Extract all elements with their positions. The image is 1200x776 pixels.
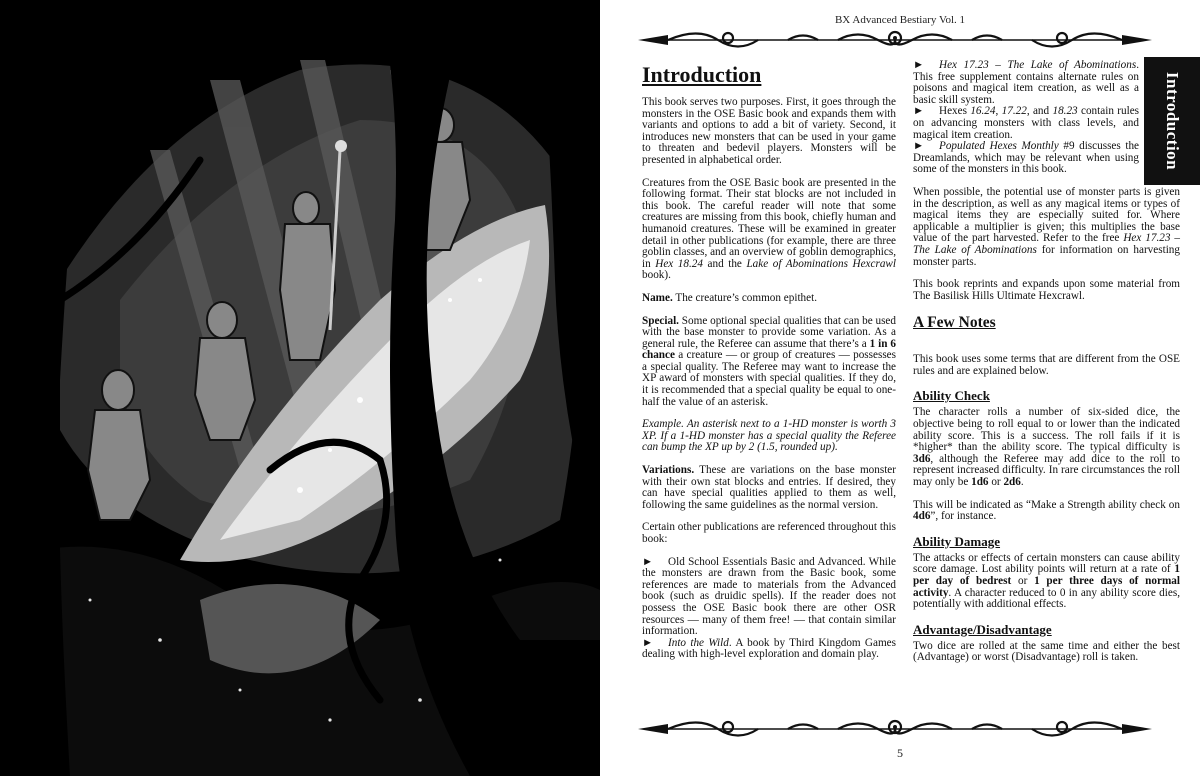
- introduction-heading: Introduction: [642, 62, 762, 87]
- chapter-tab-label: Introduction: [1163, 71, 1182, 171]
- left-text-column: [642, 60, 896, 661]
- example-paragraph: Example. An asterisk next to a 1-HD monster is worth 3 XP. If a 1-HD monster has a special quality the Referee can bump the XP up by 2 (1.5, rounded up).: [642, 418, 896, 454]
- references-intro: Certain other publications are referenced throughout this book:: [642, 521, 896, 545]
- scroll-flourish-divider-icon: [638, 718, 1152, 740]
- ability-check-example: This will be indicated as “Make a Strength ability check on 4d6”, for instance.: [913, 498, 1180, 523]
- running-title: BX Advanced Bestiary Vol. 1: [834, 14, 966, 26]
- intro-paragraph-2: Creatures from the OSE Basic book are presented in the following format. Their stat blocks are not included in this book. The careful reader will note that some creatures are missing from this book, chiefly human and humanoid creatures. These will be examined in greater detail in other publications (for example, there are three goblin classes, and an overview of goblin demographics, in Hex 18.24 and the Lake of Abominations Hexcrawl book).: [642, 176, 896, 282]
- advantage-paragraph: Two dice are rolled at the same time and either the best (Advantage) or worst (Disadvantage) roll is taken.: [913, 639, 1180, 664]
- right-triangle-arrow-icon: ►: [913, 105, 925, 118]
- right-triangle-arrow-icon: ►: [913, 140, 925, 153]
- page-number: 5: [897, 746, 903, 760]
- right-triangle-arrow-icon: ►: [642, 636, 654, 649]
- intro-paragraph-1: This book serves two purposes. First, it goes through the monsters in the OSE Basic book and expands them with variants and options to add a bit of variety. Second, it introduces new monsters that can be used in your game to threaten and bedevil players. Monsters will be presented in alphabetical order.: [642, 96, 896, 166]
- reference-item-ose: ► Old School Essentials Basic and Advanced. While the monsters are drawn from the Basic book, some references are made to materials from the Advanced book (such as druidic spells). If the reader does not possess the OSE Basic book there are other OSR resources — many of them free! — that contain similar information.: [642, 555, 896, 638]
- right-triangle-arrow-icon: ►: [913, 59, 925, 71]
- reference-item-into-the-wild: ► Into the Wild. A book by Third Kingdom Games dealing with high-level exploration and domain play.: [642, 636, 897, 661]
- name-definition: Name. The creature’s common epithet.: [642, 291, 818, 304]
- right-text-column: [913, 60, 1180, 675]
- a-few-notes-heading: A Few Notes: [913, 314, 996, 332]
- reprint-paragraph: This book reprints and expands upon some material from The Basilisk Hills Ultimate Hexcrawl.: [913, 278, 1180, 302]
- advantage-heading: Advantage/Disadvantage: [913, 621, 1052, 637]
- ability-damage-paragraph: The attacks or effects of certain monsters can cause ability score damage. Lost ability points will return at a rate of 1 per day of bedrest or 1 per three days of normal activity. A character reduced to 0 in any ability score dies, potentially with additional effects.: [913, 551, 1180, 611]
- right-triangle-arrow-icon: ►: [642, 555, 654, 568]
- reference-item-hexes: ► Hexes 16.24, 17.22, and 18.23 contain rules on advancing monsters with class levels, and magical item creation.: [913, 105, 1140, 141]
- ability-check-paragraph: The character rolls a number of six-sided dice, the objective being to roll equal to or lower than the indicated ability score. This is a success. The roll fails if it is *higher* than the ability score. The typical difficulty is 3d6, although the Referee may add dice to the roll to represent increased difficulty. In rare circumstances the roll may only be 1d6 or 2d6.: [913, 406, 1180, 489]
- variations-definition: Variations. These are variations on the base monster with their own stat blocks and entries. If desired, they can have special qualities applied to them as well, following the same guidelines as the normal version.: [642, 464, 896, 511]
- reference-item-populated-hexes: ► Populated Hexes Monthly #9 discusses the Dreamlands, which may be relevant when using some of the monsters in this book.: [913, 140, 1139, 176]
- ability-damage-heading: Ability Damage: [913, 533, 1001, 549]
- monster-parts-paragraph: When possible, the potential use of monster parts is given in the description, as well as any magical items or types of magical items they are especially suited for. Where applicable a multiplier is given; this multiplies the base value of the part harvested. Refer to the free Hex 17.23 – The Lake of Abominations for information on harvesting monster parts.: [913, 185, 1180, 268]
- ability-check-heading: Ability Check: [913, 388, 990, 404]
- notes-intro: This book uses some terms that are different from the OSE rules and are explained below.: [913, 353, 1180, 377]
- reference-item-hex-1723: ► Hex 17.23 – The Lake of Abominations. This free supplement contains alternate rules on poisons and magical item creation, as well as a basic skill system.: [913, 59, 1139, 106]
- scroll-flourish-divider-icon: [638, 29, 1152, 51]
- text-page: [600, 0, 1200, 776]
- special-definition: Special. Some optional special qualities that can be used with the base monster to provide some variation. As a general rule, the Referee can assume that there’s a 1 in 6 chance a creature — or group of creatures — possesses a special quality. The Referee may want to increase the XP award of monsters with special qualities. If they do, it is recommended that a special quality be equal to one-half the value of an asterisk.: [642, 314, 896, 408]
- right-column-top: [913, 60, 1139, 176]
